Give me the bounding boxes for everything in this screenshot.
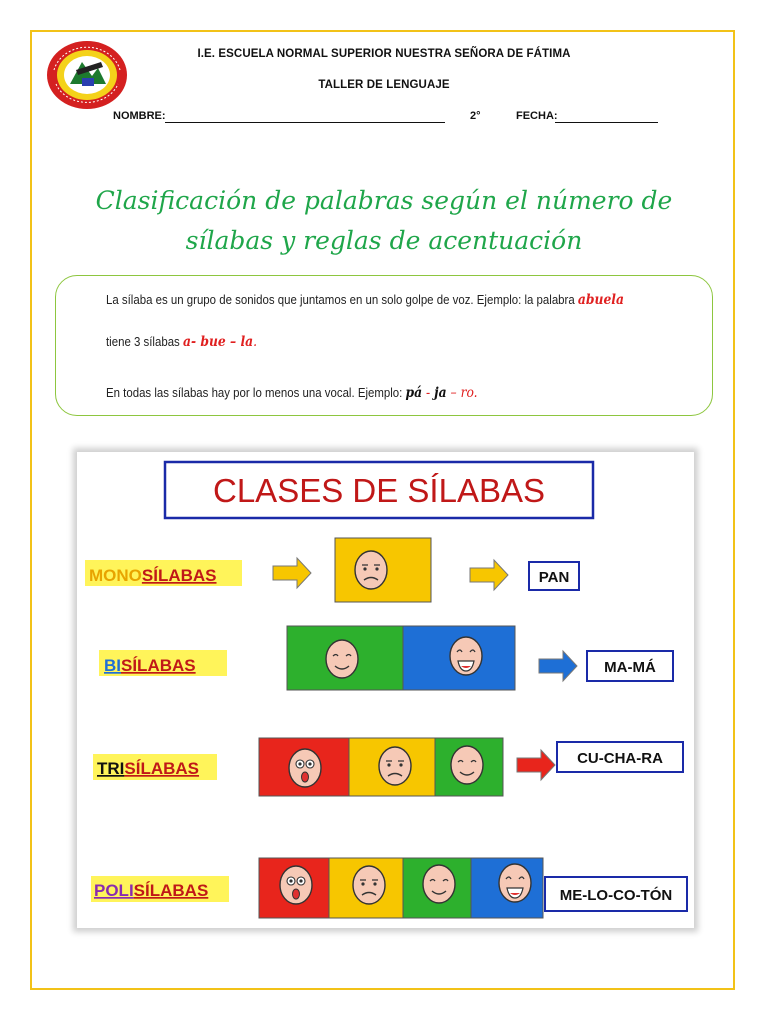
- page-title-line2: sílabas y reglas de acentuación: [185, 226, 583, 255]
- example-syllable: ro: [460, 385, 474, 401]
- page-title-line1: Clasificación de palabras según el número de: [95, 186, 673, 215]
- info-text: En todas las sílabas hay por lo menos una vocal. Ejemplo:: [106, 385, 406, 400]
- grade-label: 2°: [470, 110, 481, 122]
- name-field-line[interactable]: [165, 112, 445, 123]
- arrow-icon: [517, 750, 555, 780]
- face-icon: [423, 865, 455, 903]
- example-word: abuela: [577, 292, 624, 308]
- example-word-cuchara: CU-CHA-RA: [577, 750, 663, 767]
- figure-title: CLASES DE SÍLABAS: [213, 472, 545, 509]
- face-icon: [289, 749, 321, 787]
- face-icon: [499, 864, 531, 902]
- name-label: NOMBRE:: [113, 110, 166, 122]
- date-label: FECHA:: [516, 110, 558, 122]
- arrow-icon: [470, 560, 508, 590]
- punctuation: .: [473, 385, 478, 401]
- example-word-melocoton: ME-LO-CO-TÓN: [559, 887, 673, 904]
- date-field-line[interactable]: [555, 112, 658, 123]
- face-icon: [280, 866, 312, 904]
- face-icon: [451, 746, 483, 784]
- info-line-2: [106, 334, 257, 350]
- face-icon: [326, 640, 358, 678]
- row-label-monosilabas: MONOSÍLABAS: [89, 566, 217, 585]
- info-text: La sílaba es un grupo de sonidos que juntamos en un solo golpe de voz. Ejemplo: la palabra: [106, 292, 578, 307]
- punctuation: .: [253, 334, 258, 350]
- school-name: I.E. ESCUELA NORMAL SUPERIOR NUESTRA SEÑORA DE FÁTIMA: [197, 48, 571, 60]
- face-icon: [355, 551, 387, 589]
- arrow-icon: [539, 651, 577, 681]
- separator: -: [422, 385, 435, 401]
- syllable-classes-figure: [77, 452, 694, 928]
- arrow-icon: [273, 558, 311, 588]
- face-icon: [353, 866, 385, 904]
- subject-title: TALLER DE LENGUAJE: [318, 79, 450, 91]
- info-line-1: [106, 292, 624, 308]
- row-label-trisilabas: TRISÍLABAS: [97, 759, 200, 778]
- example-word-pan: PAN: [538, 569, 570, 586]
- face-icon: [379, 747, 411, 785]
- example-word-mama: MA-MÁ: [604, 659, 656, 676]
- row-label-bisilabas: BISÍLABAS: [104, 656, 196, 675]
- example-syllables: a- bue – la: [182, 334, 254, 350]
- info-text: tiene 3 sílabas: [106, 334, 183, 349]
- separator: –: [446, 385, 461, 401]
- example-syllable: pá: [405, 385, 423, 401]
- info-line-3: [106, 385, 478, 401]
- example-syllable: ja: [434, 385, 447, 401]
- row-label-polisilabas: POLISÍLABAS: [94, 881, 209, 900]
- face-icon: [450, 637, 482, 675]
